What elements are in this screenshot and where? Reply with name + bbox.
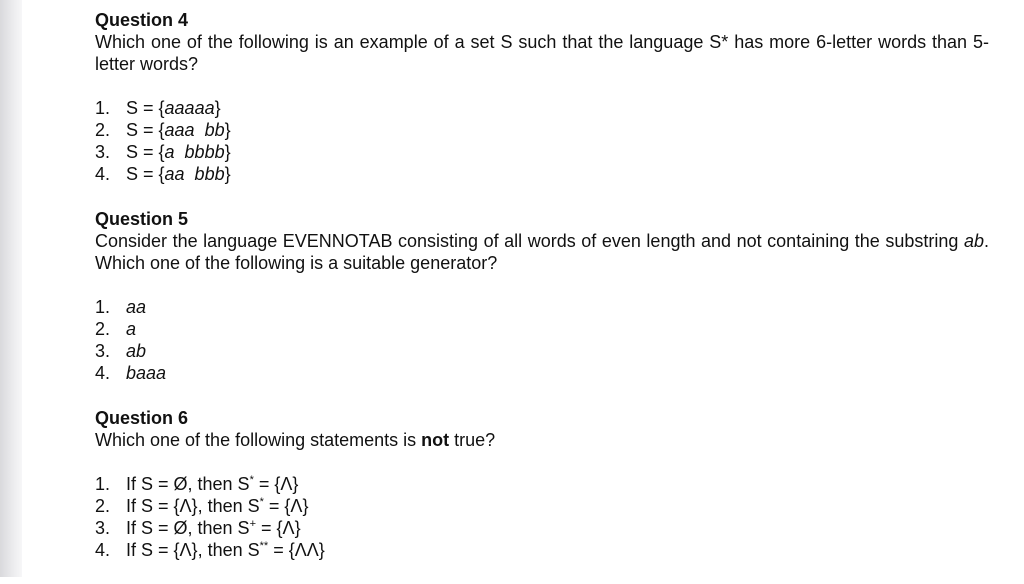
option-number: 3. <box>95 518 111 538</box>
option-text: If S = {Λ}, then S** = {ΛΛ} <box>126 540 325 560</box>
option-text: S = {aaa bb} <box>126 120 231 140</box>
option-number: 4. <box>95 164 111 184</box>
option-list <box>95 97 989 185</box>
option-item <box>95 163 989 185</box>
question-5 <box>95 208 989 384</box>
option-number: 4. <box>95 540 111 560</box>
option-item <box>95 539 989 561</box>
option-item <box>95 340 989 362</box>
question-4 <box>95 9 989 185</box>
question-text: Consider the language EVENNOTAB consisting of all words of even length and not containing the substring ab. Which one of the following is a suitable generator? <box>95 231 989 273</box>
option-text: S = {aaaaa} <box>126 98 221 118</box>
question-title: Question 6 <box>95 408 189 428</box>
option-item <box>95 141 989 163</box>
option-item <box>95 296 989 318</box>
option-number: 1. <box>95 297 111 317</box>
question-text: Which one of the following is an example of a set S such that the language S* has more 6-letter words than 5-letter words? <box>95 32 989 74</box>
option-item <box>95 318 989 340</box>
option-text: S = {a bbbb} <box>126 142 231 162</box>
option-text: aa <box>126 297 147 317</box>
option-text: baaa <box>126 363 167 383</box>
option-text: If S = Ø, then S+ = {Λ} <box>126 518 301 538</box>
question-text: Which one of the following statements is not true? <box>95 430 496 450</box>
option-item <box>95 362 989 384</box>
option-number: 1. <box>95 474 111 494</box>
page-edge-shadow <box>0 0 22 577</box>
option-list <box>95 296 989 384</box>
option-item <box>95 495 989 517</box>
option-number: 3. <box>95 142 111 162</box>
option-item <box>95 473 989 495</box>
question-title: Question 5 <box>95 209 189 229</box>
option-item <box>95 97 989 119</box>
option-item <box>95 119 989 141</box>
option-item <box>95 517 989 539</box>
option-number: 2. <box>95 120 111 140</box>
question-6 <box>95 407 989 561</box>
question-title: Question 4 <box>95 10 189 30</box>
option-list <box>95 473 989 561</box>
option-number: 2. <box>95 319 111 339</box>
option-number: 4. <box>95 363 111 383</box>
option-number: 1. <box>95 98 111 118</box>
option-text: ab <box>126 341 147 361</box>
option-text: a <box>126 319 137 339</box>
option-text: S = {aa bbb} <box>126 164 231 184</box>
option-text: If S = Ø, then S* = {Λ} <box>126 474 299 494</box>
option-text: If S = {Λ}, then S* = {Λ} <box>126 496 309 516</box>
option-number: 3. <box>95 341 111 361</box>
document-content <box>95 9 989 584</box>
option-number: 2. <box>95 496 111 516</box>
